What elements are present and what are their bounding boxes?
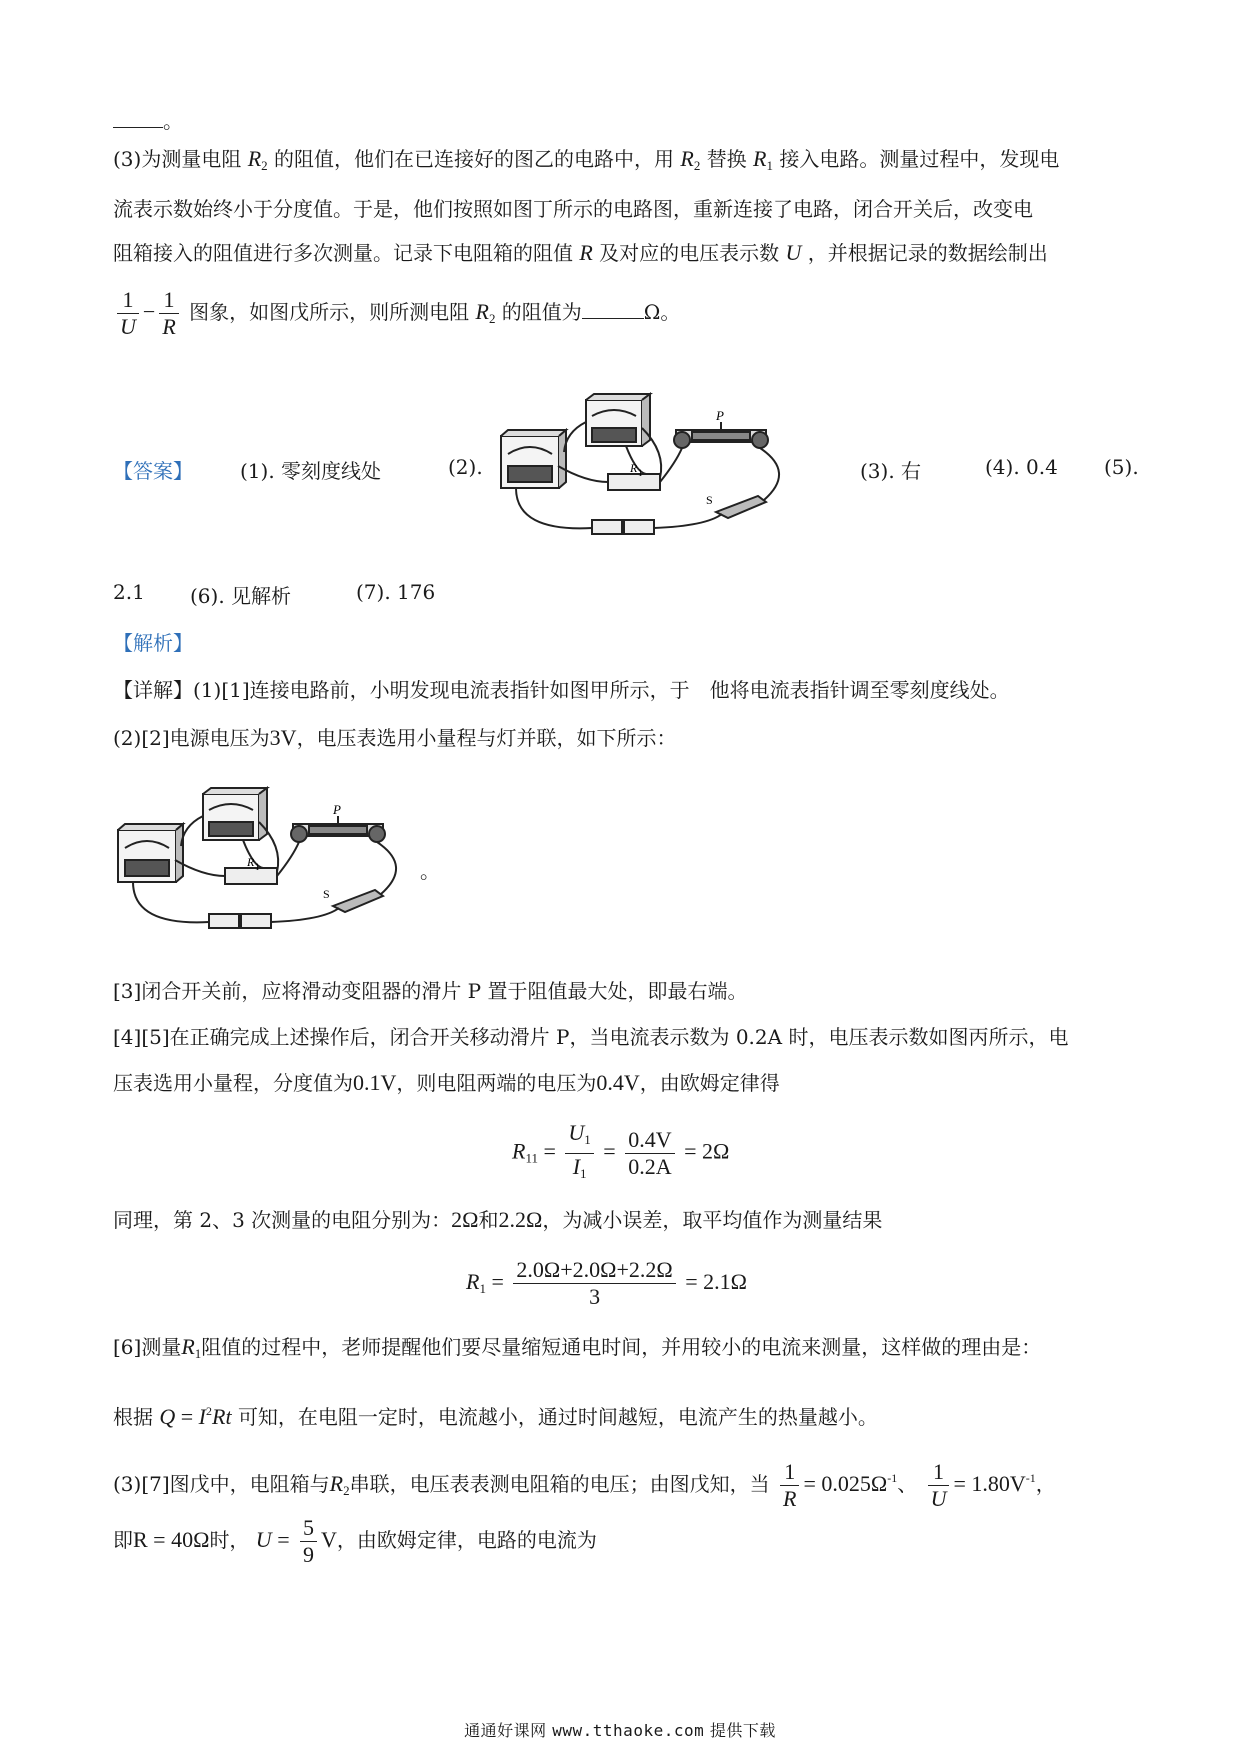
answer-5-label: (5). xyxy=(1104,455,1139,479)
circuit2-label-r-sub: 1 xyxy=(255,862,260,872)
footer-site: 通通好课网 xyxy=(464,1721,547,1740)
equation-r11: $R_{11}$ = $\frac{U_1}{I_1}$ = $\frac{0.4V}{0.2A}$ = 2Ω xyxy=(512,1120,730,1181)
question-line-1: (3)为测量电阻 $R_2$ 的阻值，他们在已连接好的图乙的电路中，用 $R_2$ 替换 $R_1$ 接入电路。测量过程中，发现电 xyxy=(113,146,1060,173)
analysis-tag: 【解析】 xyxy=(113,631,193,655)
footer-url[interactable]: www.tthaoke.com xyxy=(552,1721,705,1740)
answer-3: (3). 右 xyxy=(860,459,922,483)
circuit-label-p: P xyxy=(716,408,724,423)
answer-7: (7). 176 xyxy=(356,580,436,604)
answer-6: (6). 见解析 xyxy=(190,584,292,608)
analysis-p3: [3]闭合开关前，应将滑动变阻器的滑片 P 置于阻值最大处，即最右端。 xyxy=(113,979,748,1003)
circuit-label-r-sub: 1 xyxy=(638,468,643,478)
detail-tag: 【详解】 xyxy=(113,678,193,702)
circuit2-label-r: R xyxy=(247,855,255,869)
leading-blank-line: 。 xyxy=(113,106,183,136)
analysis-p6: 同理，第 2、3 次测量的电阻分别为：2Ω和2.2Ω，为减小误差，取平均值作为测量结果 xyxy=(113,1207,883,1232)
circuit2-label-s: S xyxy=(323,887,330,901)
answer-2-label: (2). xyxy=(448,455,483,479)
circuit-label-r: R xyxy=(630,461,638,475)
analysis-p9: (3)[7]图戊中，电阻箱与$R_2$串联，电压表表测电阻箱的电压；由图戊知，当 $\frac{1}{R}$ = $0.025\Omega^{-1}$、 $\frac{1}{U}$ = $1.80V^{-1}$， xyxy=(113,1459,1056,1511)
analysis-p4: [4][5]在正确完成上述操作后，闭合开关移动滑片 P，当电流表示数为 0.2A 时，电压表示数如图丙所示，电 xyxy=(113,1025,1069,1049)
analysis-p10: 即R = 40Ω时， U = $\frac{5}{9}$ V，由欧姆定律，电路的电流为 xyxy=(113,1515,597,1567)
analysis-p7: [6]测量$R_1$阻值的过程中，老师提醒他们要尽量缩短通电时间，并用较小的电流来测量，这样做的理由是： xyxy=(113,1334,1042,1361)
fraction-1-over-u: $\frac{1}{U}$ xyxy=(117,287,139,340)
answer-4: (4). 0.4 xyxy=(985,455,1058,479)
analysis-p8: 根据 $Q = I^2Rt$ 可知，在电阻一定时，电流越小，通过时间越短，电流产生的热量越小。 xyxy=(113,1404,878,1429)
question-line-2: 流表示数始终小于分度值。于是，他们按照如图丁所示的电路图，重新连接了电路，闭合开关后，改变电 xyxy=(113,197,1033,221)
answer-tag: 【答案】 xyxy=(113,459,193,483)
circuit-diagram-answer xyxy=(496,392,806,542)
fraction-1-over-r: $\frac{1}{R}$ xyxy=(159,287,178,340)
answer-1: (1). 零刻度线处 xyxy=(240,459,382,483)
footer xyxy=(0,1718,1240,1741)
circuit2-label-p: P xyxy=(333,802,341,817)
analysis-p2: (2)[2]电源电压为3V，电压表选用小量程与灯并联，如下所示： xyxy=(113,725,677,750)
analysis-p5: 压表选用小量程，分度值为0.1V，则电阻两端的电压为0.4V，由欧姆定律得 xyxy=(113,1070,780,1095)
circuit-diagram-analysis xyxy=(113,786,423,936)
question-line-3: 阻箱接入的阻值进行多次测量。记录下电阻箱的阻值 R 及对应的电压表示数 U ，并根据记录的数据绘制出 xyxy=(113,240,1048,265)
equation-r1-average: $R_1$ = $\frac{2.0\Omega+2.0\Omega+2.2\Omega}{3}$ = 2.1Ω xyxy=(466,1257,748,1310)
answer-5-value: 2.1 xyxy=(113,580,145,604)
analysis-p1: 【详解】(1)[1]连接电路前，小明发现电流表指针如图甲所示，于 他将电流表指针调至零刻度线处。 xyxy=(113,678,1010,702)
circuit-label-s: S xyxy=(706,493,713,507)
question-line-4: $\frac{1}{U}$ − $\frac{1}{R}$ 图象，如图戊所示，则所测电阻 $R_2$ 的阻值为 Ω。 xyxy=(113,284,680,347)
footer-tail: 提供下载 xyxy=(709,1721,776,1740)
analysis-p2-end: 。 xyxy=(420,859,440,883)
